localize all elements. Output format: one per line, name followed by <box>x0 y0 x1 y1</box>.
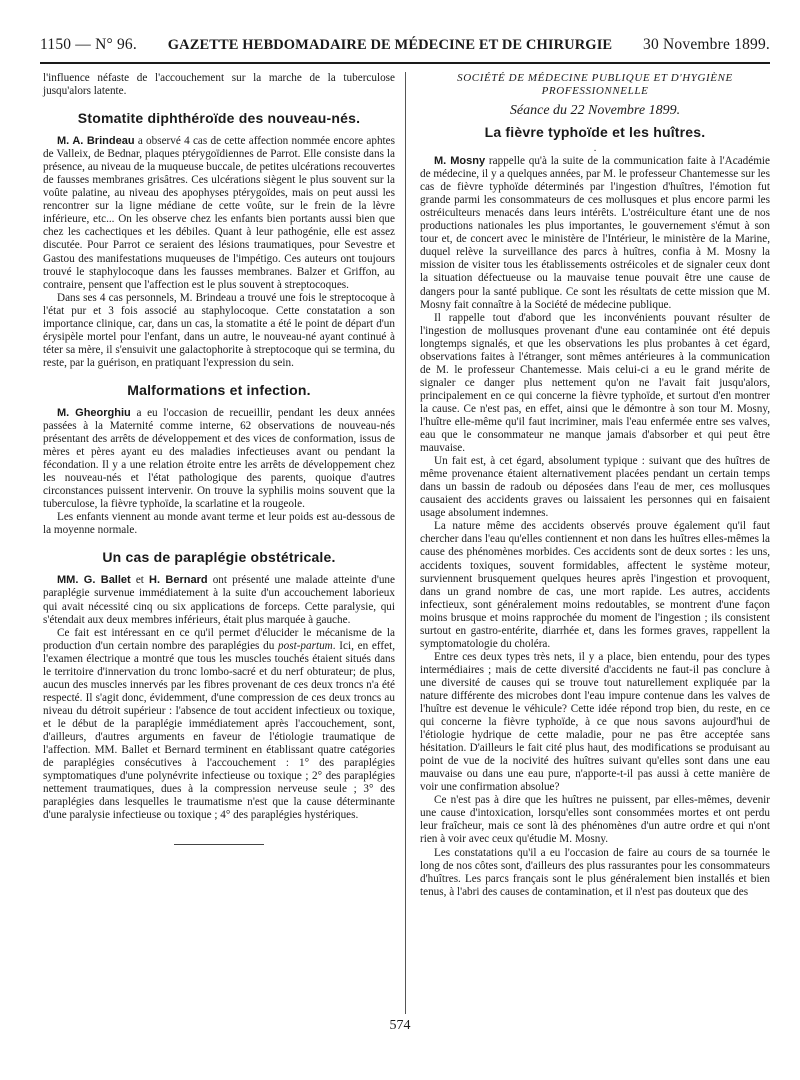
paragraph: Les enfants viennent au monde avant terme et leur poids est au-dessous de la moyenne normale. <box>43 511 395 537</box>
issue-date: 30 Novembre 1899. <box>643 36 770 53</box>
intro-paragraph: l'influence néfaste de l'accouchement sur la marche de la tuberculose jusqu'alors latente. <box>43 72 395 98</box>
author-name: M. A. Brindeau <box>57 135 135 148</box>
author-name: MM. G. Ballet <box>57 574 131 587</box>
paragraph: MM. G. Ballet et H. Bernard ont présenté une malade atteinte d'une paraplégie survenue immédiatement à la suite d'un accouchement laborieux qui avait nécessité cinq ou six applications de forceps. Cette paralysie, qui s'étendait aux deux membres inférieurs, était plus marquée à gauche. <box>43 574 395 626</box>
paragraph: Ce fait est intéressant en ce qu'il permet d'élucider le mécanisme de la production d'un certain nombre des paraplégies du post-partum. Ici, en effet, l'examen électrique a montré que tous les muscles touchés étaient situés dans le territoire d'innervation du tronc lombo-sacré et du nerf obturateur; de plus, aucun des muscles innervés par les fibres provenant de ces deux troncs n'a été respecté. Il s'agit donc, évidemment, d'une compression de ces deux troncs au niveau du détroit supérieur : l'absence de tout accident infectieux ou toxique, et le début de la paraplégie immédiatement après l'accouchement, sont, d'ailleurs, d'autres arguments en faveur de l'étiologie traumatique de l'affection. MM. Ballet et Bernard terminent en établissant quatre catégories de paraplégies consécutives à l'accouchement : 1° des paraplégies symptomatiques d'une polynévrite infectieuse ou toxique ; 2° des paraplégies nettement traumatiques, dues à la compression nerveuse seule ; 3° des paraplégies dans lesquelles le traumatisme n'est que la cause déterminante d'une paralysie infectieuse ou toxique ; 4° des paraplégies hystériques. <box>43 626 395 822</box>
paragraph: Un fait est, à cet égard, absolument typique : suivant que des huîtres de même provenance étaient alternativement placées pendant un certain temps dans un bassin de radoub ou déposées dans l'eau de mer, ces mollusques causaient des accidents graves ou laissaient les personnes qui en faisaient usage absolument indemnes. <box>420 455 770 520</box>
paragraph: Entre ces deux types très nets, il y a place, bien entendu, pour des types intermédiaires ; mais de cette diversité d'accidents ne faut-il pas conclure à une diversité de causes qui se trouve tout naturellement expliquée par la nature différente des microbes dont l'eau impure contenue dans les valves de l'huître est devenue le véhicule? Cette idée répond trop bien, du reste, en ce qui concerne la fièvre typhoïde, à ce que nous savons aujourd'hui de l'étiologie hydrique de cette maladie, pour ne pas être acceptée sans hésitation. D'ailleurs le fait cité plus haut, des modifications se produisant au point de vue de la nocivité des huîtres suivant qu'elles sont dans une eau mauvaise ou dans une eau pure, n'apporte-t-il pas aussi à cette manière de voir une confirmation absolue? <box>420 650 770 794</box>
running-header <box>40 36 770 58</box>
paragraph: La nature même des accidents observés prouve également qu'il faut chercher dans l'eau qu'elles contiennent et non dans les huîtres elles-mêmes la cause des phénomènes morbides. Ces accidents sont de deux sortes : les uns, accidents toxiques, souvent formidables, affectent le système moteur, surviennent brusquement quelques heures après l'ingestion et provoquent, dans un grand nombre de cas, une mort rapide. Les autres, accidents infectieux, sont généralement moins redoutables, se montrent d'une façon moins brusque et moins rapprochée du moment de l'ingestion ; ils consistent surtout en gastro-entérite, diarrhée et, dans les formes graves, rappellent la symptomatologie du choléra. <box>420 520 770 650</box>
column-divider <box>405 72 406 1014</box>
left-column <box>43 72 395 845</box>
journal-title: GAZETTE HEBDOMADAIRE DE MÉDECINE ET DE CHIRURGIE <box>167 37 613 53</box>
paragraph: Ce n'est pas à dire que les huîtres ne puissent, par elles-mêmes, devenir une cause d'intoxication, lorsqu'elles sont consommées mortes et ont perdu leur fraîcheur, mais ce sont là des phénomènes d'un autre ordre et qui n'ont rien à voir avec ceux qu'étudie M. Mosny. <box>420 794 770 846</box>
section-title-malformations: Malformations et infection. <box>127 381 311 398</box>
author-name: H. Bernard <box>149 574 208 587</box>
section-title-stomatite: Stomatite diphthéroïde des nouveau-nés. <box>77 110 361 127</box>
paragraph: M. A. Brindeau a observé 4 cas de cette affection nommée encore aphtes de Valleix, de Bednar, plaques ptérygoïdiennes de Parrot. Elle consiste dans la présence, au niveau de la muqueuse buccale, de petites ulcérations recouvertes de fausses membranes grisâtres. Ces ulcérations siègent le plus souvent sur la voûte palatine, au niveau des apophyses ptérygoïdes, mais on peut aussi les rencontrer sur la ligne médiane de cette voûte, sur le frein de la lèvre inférieure, etc... On les observe chez les enfants bien portants aussi bien que chez les cachectiques et les débiles. Quant à leur pathogénie, elle est assez discutée. Pour Parrot ce seraient des lésions traumatiques, pour Sevestre et Gastou des manifestations muqueuses de l'impétigo. Ces auteurs ont toujours trouvé le staphylocoque dans les fausses membranes. Balzer et Griffon, au contraire, pensent que l'affection est le plus souvent à streptocoques. <box>43 135 395 291</box>
page-number: 1150 — N° 96. <box>40 36 137 53</box>
paragraph: Les constatations qu'il a eu l'occasion de faire au cours de sa tournée le long de nos côtes sont, d'ailleurs des plus rassurantes pour les consommateurs d'huîtres. Les parcs français sont le plus généralement bien installés et bien tenus, à l'abri des causes de contamination, et il n'est pas douteux que des <box>420 846 770 898</box>
folio-number: 574 <box>389 1018 411 1033</box>
author-name: M. Gheorghiu <box>57 406 131 419</box>
session-date: Séance du 22 Novembre 1899. <box>509 103 681 118</box>
paragraph: Il rappelle tout d'abord que les inconvénients pouvant résulter de l'ingestion de mollusques provenant d'une eau contaminée ont été depuis longtemps signalés, et que les observations les plus probantes à cet égard, observations faites à l'étranger, sont mêmes antérieures à la communication de M. le professeur Chantemesse. Mais celui-ci a eu le grand mérite de signaler ce danger plus nettement qu'on ne l'avait fait jusqu'alors, principalement en ce qui concerne la fièvre typhoïde, et surtout d'en montrer la cause. Ce n'est pas, en effet, ainsi que le démontre à son tour M. Mosny, l'huître elle-même qu'il faut incriminer, mais l'eau enfermée entre ses valves, eau que le consommateur ne manque jamais d'absorber et qui peut être mauvaise. <box>420 311 770 455</box>
paragraph: M. Mosny rappelle qu'à la suite de la communication faite à l'Académie de médecine, il y a quelques années, par M. le professeur Chantemesse sur les cas de fièvre typhoïde déterminés par l'ingestion d'huîtres, l'émotion fut grande parmi les consommateurs de ces mollusques et plus encore parmi les ostréiculteurs menacés dans leurs intérêts. L'ostréiculture étant une de nos productions nationales les plus importantes, le gouvernement s'émut à son tour et, de concert avec le ministère de l'Intérieur, le ministère de la Marine, duquel relève la surveillance des parcs à huîtres, confia à M. Mosny la mission de visiter tous les établissements ostréicoles et de signaler ceux dont la situation défectueuse ou la mauvaise tenue pouvait être une cause de dangers pour la santé publique. Ce sont les résultats de cette mission que M. Mosny fait connaître à la Société de médecine publique. <box>420 155 770 311</box>
society-heading: SOCIÉTÉ DE MÉDECINE PUBLIQUE ET D'HYGIÈNE PROFESSIONNELLE <box>457 72 733 97</box>
paragraph: Dans ses 4 cas personnels, M. Brindeau a trouvé une fois le streptocoque à l'état pur et 3 fois associé au staphylocoque. Cette constatation a son importance clinique, car, dans un cas, la stomatite a été le point de départ d'un érysipèle mortel pour l'enfant, dans un autre, le nouveau-né ayant continué à téter sa mère, il s'ensuivit une galactophorite à streptocoque qui se termina, du reste, par la guérison, en pratiquant l'expression du sein. <box>43 291 395 369</box>
author-name: M. Mosny <box>434 155 486 168</box>
ornament-dot: · <box>593 146 597 158</box>
right-column <box>420 72 770 899</box>
section-title-typhoide: La fièvre typhoïde et les huîtres. <box>484 124 706 141</box>
section-title-paraplegie: Un cas de paraplégie obstétricale. <box>102 549 336 566</box>
section-end-rule <box>174 844 264 845</box>
paragraph: M. Gheorghiu a eu l'occasion de recueillir, pendant les deux années passées à la Maternité comme interne, 62 observations de nouveau-nés présentant des arrêts de développement et des vices de conformation, issus de mères et pères ayant eu des maladies infectieuses avant ou pendant la fécondation. Il y a une relation étroite entre les arrêts de développement chez les nouveau-nés et l'état pathologique des parents, quoique d'autres circonstances puissent intervenir. On trouve la syphilis moins souvent que la tuberculose, la fièvre typhoïde, la scarlatine et la rougeole. <box>43 406 395 511</box>
header-rule <box>40 62 770 64</box>
